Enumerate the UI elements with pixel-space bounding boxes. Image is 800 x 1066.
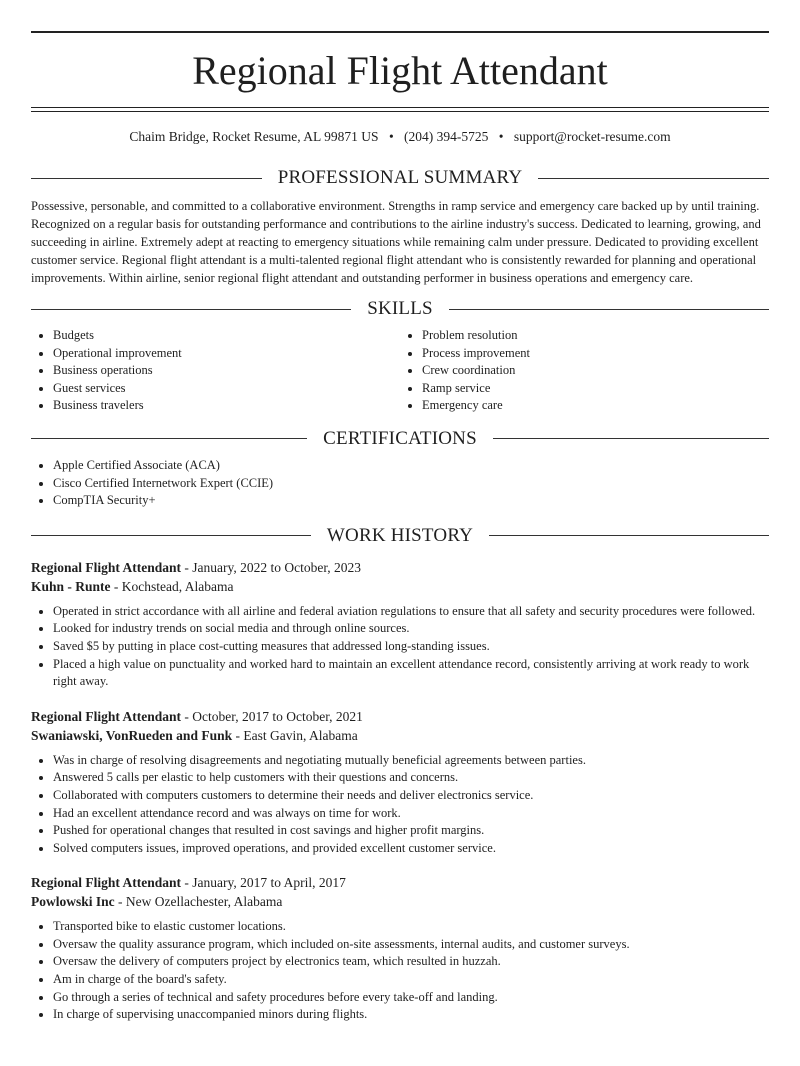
work-heading: WORK HISTORY: [326, 524, 474, 546]
job-bullet: • Looked for industry trends on social media and through online sources.: [53, 620, 769, 638]
skills-heading: SKILLS: [367, 298, 433, 319]
contact-separator: •: [388, 129, 394, 144]
section-rule: [31, 535, 311, 536]
job-location: Kochstead, Alabama: [121, 578, 234, 594]
summary-text: Possessive, personable, and committed to a collaborative environment. Strengths in ramp service and emergency care backed up by until training. Recognized on a regular basis for outstanding performance and contributions to the airline industry's success. Dedicated to learning, growing, and succeeding in airline. Extremely adept at reacting to emergency situations while remaining calm under pressure. Dedicated to providing excellent customer service. Regional flight attendant is a multi-talented regional flight attendant who is consistently rewarded for planning and operational improvements. Within airline, senior regional flight attendant and outstanding performer in business operations and emergency care.: [31, 199, 761, 285]
skill-item: • Operational improvement: [53, 345, 400, 363]
job-location: East Gavin, Alabama: [243, 727, 358, 743]
certification-item: • CompTIA Security+: [53, 492, 769, 510]
job-title-line: Regional Flight Attendant - January, 2022 to October, 2023: [31, 559, 362, 575]
job-bullet: • Answered 5 calls per elastic to help customers with their questions and concerns.: [53, 769, 769, 787]
contact-address: Chaim Bridge, Rocket Resume, AL 99871 US: [129, 129, 379, 144]
job-bullet: • Operated in strict accordance with all airline and federal aviation regulations to ensure that all safety and security procedures were followed.: [53, 603, 769, 621]
resume-page: [31, 31, 769, 1024]
work-section-header: [31, 524, 769, 548]
skills-list-left: [31, 327, 400, 415]
job-bullet: • Transported bike to elastic customer locations.: [53, 918, 769, 936]
job-bullet: • Had an excellent attendance record and was always on time for work.: [53, 805, 769, 823]
job-company-line: Powlowski Inc - New Ozellachester, Alabama: [31, 894, 283, 910]
certifications-list: [31, 457, 769, 510]
section-rule: [31, 438, 307, 439]
job-company-line: Kuhn - Runte - Kochstead, Alabama: [31, 578, 234, 594]
certifications-heading: CERTIFICATIONS: [323, 427, 477, 449]
summary-section-header: [31, 166, 769, 190]
job-dates: January, 2022 to October, 2023: [192, 559, 362, 575]
job-company: Powlowski Inc: [31, 894, 115, 910]
job-bullet: • Am in charge of the board's safety.: [53, 971, 769, 989]
job-dates: October, 2017 to October, 2021: [192, 708, 363, 724]
certifications-section-header: [31, 427, 769, 451]
job-title: Regional Flight Attendant: [31, 559, 182, 575]
job-bullet: • Solved computers issues, improved operations, and provided excellent customer service.: [53, 840, 769, 858]
job-entry: [31, 707, 769, 858]
job-dates: January, 2017 to April, 2017: [192, 875, 346, 891]
skill-item: • Crew coordination: [422, 362, 769, 380]
section-rule: [31, 178, 262, 179]
skills-list-right: [400, 327, 769, 415]
skills-section-header: [31, 297, 769, 321]
job-company-line: Swaniawski, VonRueden and Funk - East Gavin, Alabama: [31, 727, 358, 743]
contact-email: support@rocket-resume.com: [513, 129, 671, 144]
job-title: Regional Flight Attendant: [31, 708, 182, 724]
job-bullets: [31, 603, 769, 691]
section-rule: [31, 309, 351, 310]
skill-item: • Problem resolution: [422, 327, 769, 345]
resume-title: Regional Flight Attendant: [192, 48, 608, 93]
skill-item: • Guest services: [53, 380, 400, 398]
job-bullet: • Saved $5 by putting in place cost-cutting measures that addressed long-standing issues.: [53, 638, 769, 656]
summary-heading: PROFESSIONAL SUMMARY: [277, 167, 523, 188]
job-bullet: • In charge of supervising unaccompanied minors during flights.: [53, 1006, 769, 1024]
skill-item: • Process improvement: [422, 345, 769, 363]
job-company: Kuhn - Runte: [31, 578, 111, 594]
skill-item: • Business travelers: [53, 397, 400, 415]
job-bullet: • Placed a high value on punctuality and worked hard to maintain an excellent attendance record, consistently arriving at work ready to work right away.: [53, 656, 769, 691]
certification-item: • Apple Certified Associate (ACA): [53, 457, 769, 475]
title-double-rule: [31, 107, 769, 112]
job-bullet: • Go through a series of technical and safety procedures before every take-off and landing.: [53, 989, 769, 1007]
job-bullet: • Was in charge of resolving disagreements and negotiating mutually beneficial agreements between parties.: [53, 752, 769, 770]
section-rule: [449, 309, 769, 310]
job-company: Swaniawski, VonRueden and Funk: [31, 727, 233, 743]
section-rule: [489, 535, 769, 536]
section-rule: [493, 438, 769, 439]
job-bullet: • Pushed for operational changes that resulted in cost savings and higher profit margins.: [53, 822, 769, 840]
job-bullet: • Collaborated with computers customers to determine their needs and deliver electronics service.: [53, 787, 769, 805]
skill-item: • Budgets: [53, 327, 400, 345]
section-rule: [538, 178, 769, 179]
job-bullet: • Oversaw the delivery of computers project by electronics team, which resulted in huzzah.: [53, 953, 769, 971]
contact-line: [31, 128, 769, 146]
skill-item: • Business operations: [53, 362, 400, 380]
contact-separator: •: [498, 129, 504, 144]
job-entry: [31, 873, 769, 1024]
job-title-line: Regional Flight Attendant - January, 2017 to April, 2017: [31, 875, 346, 891]
certification-item: • Cisco Certified Internetwork Expert (CCIE): [53, 475, 769, 493]
contact-phone: (204) 394-5725: [404, 129, 489, 144]
job-location: New Ozellachester, Alabama: [125, 894, 283, 910]
top-rule: [31, 31, 769, 33]
job-bullets: [31, 918, 769, 1024]
job-bullets: [31, 752, 769, 858]
skill-item: • Emergency care: [422, 397, 769, 415]
job-entry: [31, 558, 769, 691]
skill-item: • Ramp service: [422, 380, 769, 398]
job-title-line: Regional Flight Attendant - October, 2017 to October, 2021: [31, 708, 363, 724]
job-title: Regional Flight Attendant: [31, 875, 182, 891]
skills-columns: [31, 327, 769, 415]
job-bullet: • Oversaw the quality assurance program, which included on-site assessments, internal audits, and customer surveys.: [53, 936, 769, 954]
